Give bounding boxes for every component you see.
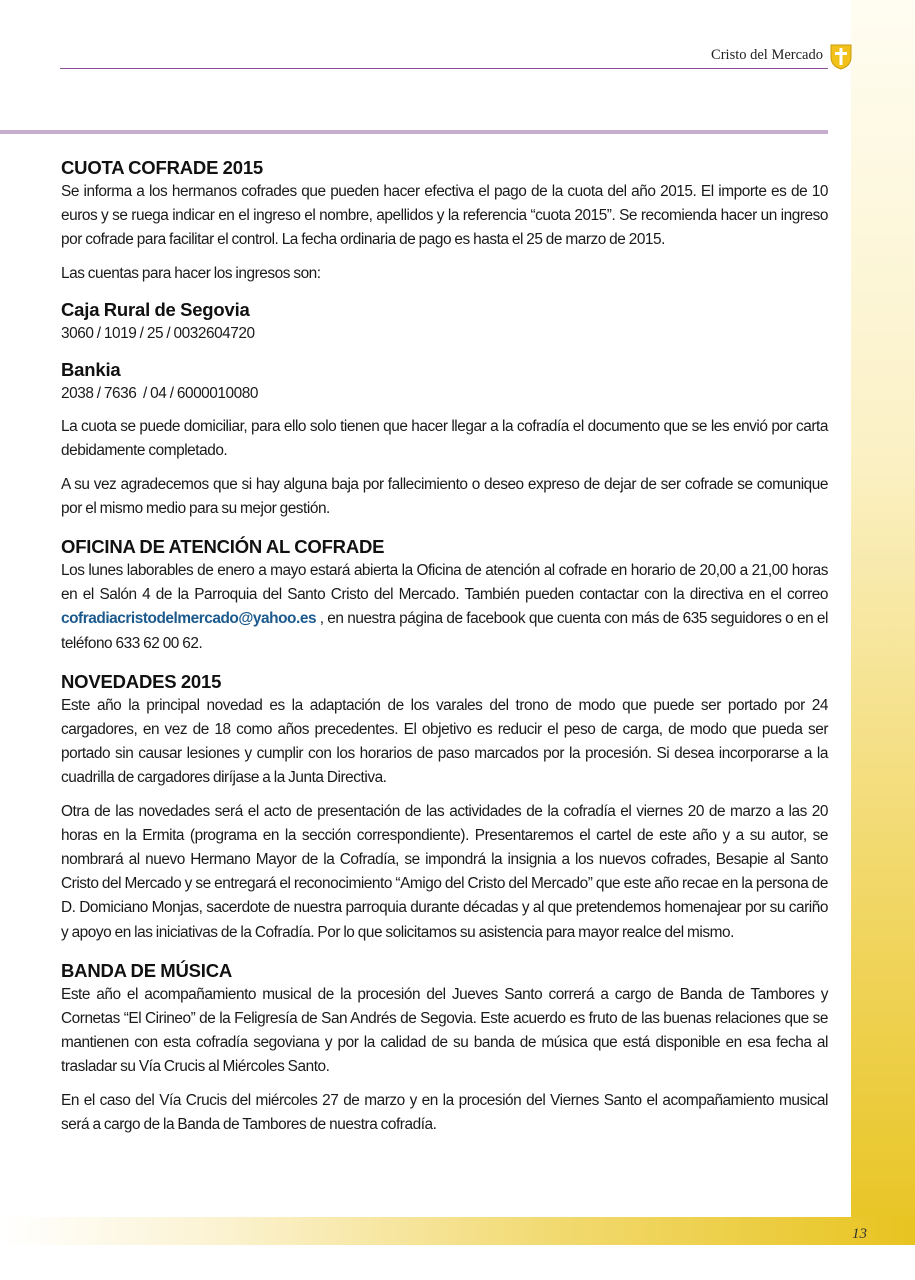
- email-link[interactable]: cofradiacristodelmercado@yahoo.es: [61, 610, 317, 628]
- section-title-cuota: CUOTA COFRADE 2015: [61, 157, 264, 178]
- paragraph: Las cuentas para hacer los ingresos son:: [61, 264, 321, 282]
- paragraph-text: , en nuestra página de facebook que cuenta con más de 635 seguidores o en el teléfono 633 62 00 62.: [61, 610, 828, 652]
- header-rule: [60, 68, 828, 69]
- paragraph: [61, 559, 828, 656]
- paragraph-text: Los lunes laborables de enero a mayo estará abierta la Oficina de atención al cofrade en horario de 20,00 a 21,00 horas en el Salón 4 de la Parroquia del Santo Cristo del Mercado. También pueden contactar con la directiva en el correo: [61, 562, 828, 604]
- section-divider: [0, 130, 828, 134]
- running-title: Cristo del Mercado: [711, 47, 823, 63]
- section-title-oficina: OFICINA DE ATENCIÓN AL COFRADE: [61, 536, 385, 558]
- section-title-novedades: NOVEDADES 2015: [61, 670, 222, 692]
- page-number: 13: [852, 1226, 867, 1242]
- paragraph: Se informa a los hermanos cofrades que pueden hacer efectiva el pago de la cuota del año 2015. El importe es de 10 euros y se ruega indicar en el ingreso el nombre, apellidos y la referencia “cuota 2015”. Se recomienda hacer un ingreso por cofrade para facilitar el control. La fecha ordinaria de pago es hasta el 25 de marzo de 2015.: [61, 183, 828, 249]
- gold-side-band: [851, 0, 915, 1280]
- paragraph: Este año el acompañamiento musical de la procesión del Jueves Santo correrá a cargo de Banda de Tambores y Cornetas “El Cirineo” de la Feligresía de San Andrés de Segovia. Este acuerdo es fruto de las buenas relaciones que se mantienen con esta cofradía segoviana y por la calidad de su banda de música que está disponible en esa fecha al trasladar su Vía Crucis al Miércoles Santo.: [61, 985, 828, 1076]
- bank-name: Caja Rural de Segovia: [61, 298, 250, 320]
- article-body: [61, 156, 828, 1146]
- paragraph: Otra de las novedades será el acto de presentación de las actividades de la cofradía el viernes 20 de marzo a las 20 horas en la Ermita (programa en la sección correspondiente). Presentaremos el cartel de este año y a su autor, se nombrará al nuevo Hermano Mayor de la Cofradía, se impondrá la insignia a los nuevos cofrades, Besapie al Santo Cristo del Mercado y se entregará el reconocimiento “Amigo del Cristo del Mercado” que este año recae en la persona de D. Domiciano Monjas, sacerdote de nuestra parroquia durante décadas y al que pretendemos homenajear por su cariño y apoyo en las iniciativas de la Cofradía. Por lo que solicitamos su asistencia para mayor realce del mismo.: [61, 802, 828, 941]
- cross-emblem-icon: [829, 43, 853, 70]
- paragraph: Este año la principal novedad es la adaptación de los varales del trono de modo que puede ser portado por 24 cargadores, en vez de 18 como años precedentes. El objetivo es reducir el peso de carga, de modo que pueda ser portado sin causar lesiones y cumplir con los horarios de paso marcados por la procesión. Si desea incorporarse a la cuadrilla de cargadores diríjase a la Junta Directiva.: [61, 696, 828, 787]
- bank-account-number: 2038 / 7636 / 04 / 6000010080: [61, 385, 258, 403]
- bottom-margin: [0, 1245, 915, 1280]
- paragraph: En el caso del Vía Crucis del miércoles 27 de marzo y en la procesión del Viernes Santo el acompañamiento musical será a cargo de la Banda de Tambores de nuestra cofradía.: [61, 1091, 828, 1133]
- bank-name: Bankia: [61, 359, 121, 381]
- paragraph: La cuota se puede domiciliar, para ello solo tienen que hacer llegar a la cofradía el documento que se les envió por carta debidamente completado.: [61, 418, 828, 460]
- section-title-banda: BANDA DE MÚSICA: [61, 959, 233, 981]
- paragraph: A su vez agradecemos que si hay alguna baja por fallecimiento o deseo expreso de dejar de ser cofrade se comunique por el mismo medio para su mejor gestión.: [61, 475, 828, 517]
- bank-account-number: 3060 / 1019 / 25 / 0032604720: [61, 324, 255, 342]
